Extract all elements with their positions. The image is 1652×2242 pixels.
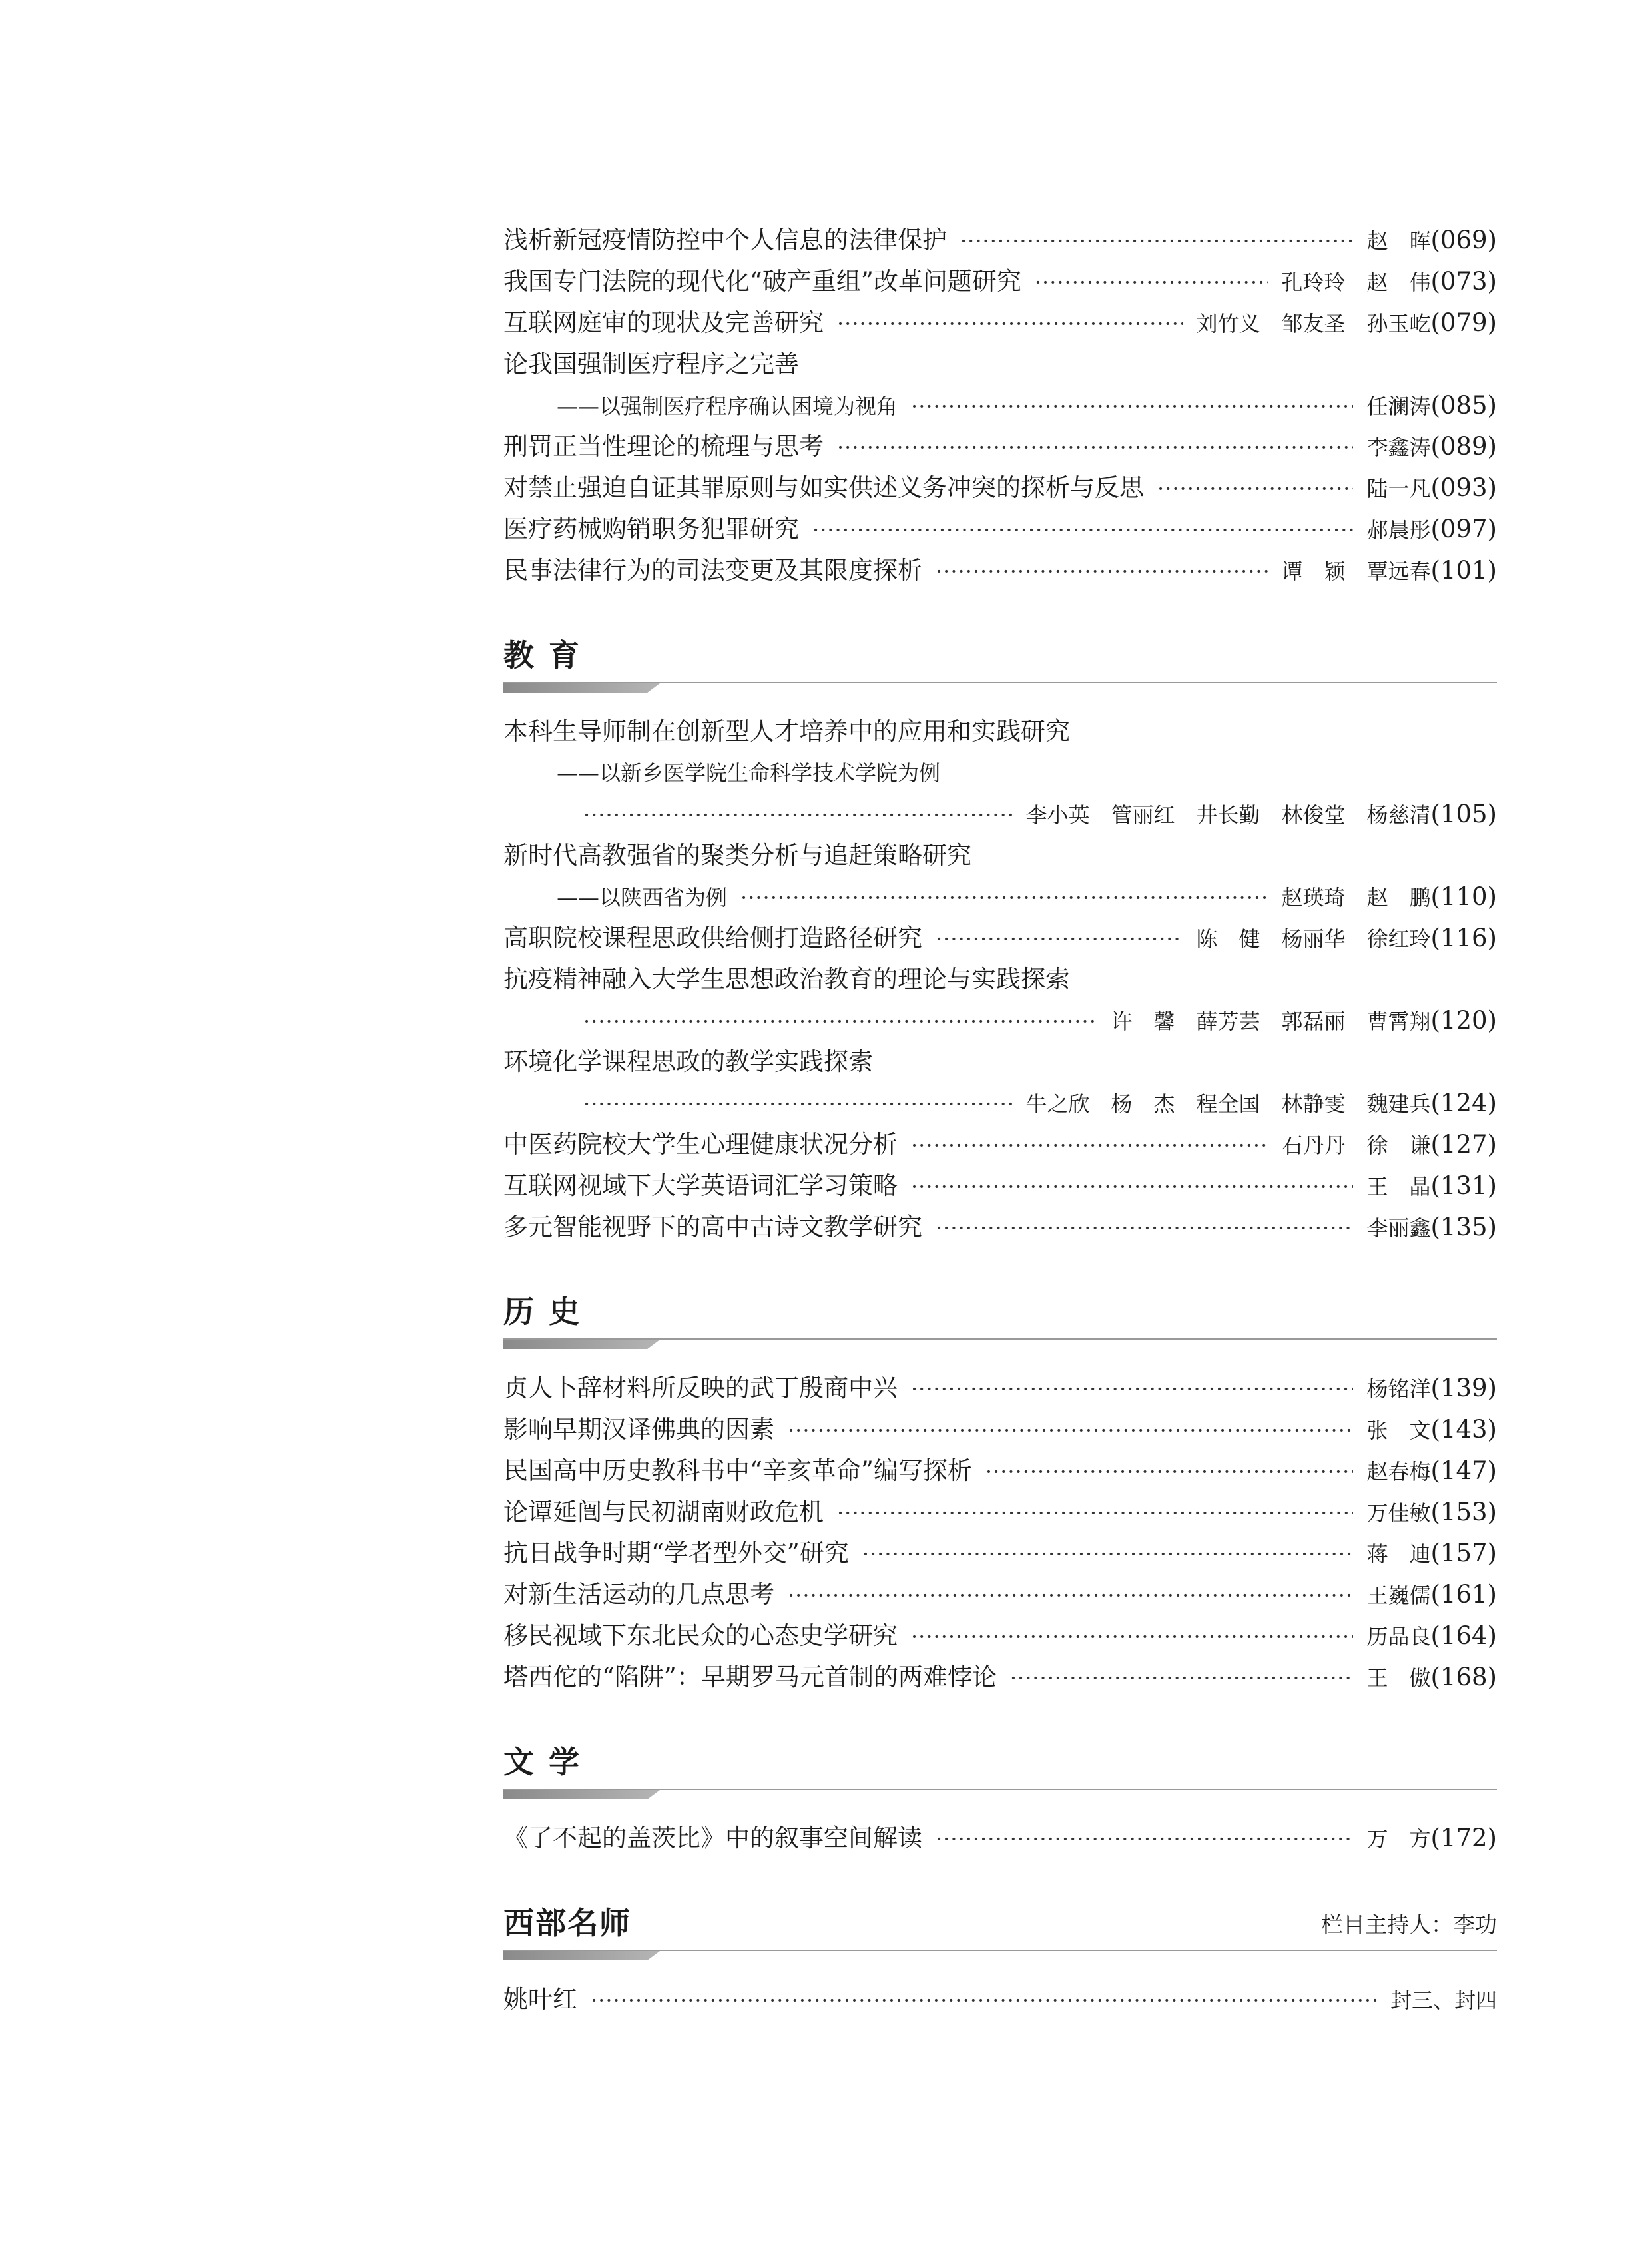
entry-authors: 赵瑛琦 赵 鹏 (1281, 885, 1431, 910)
entry-page: (069) (1430, 226, 1497, 254)
entry-title: 高职院校课程思政供给侧打造路径研究 (503, 924, 922, 952)
entry-authors: 张 文 (1366, 1418, 1431, 1443)
entry-title: 抗疫精神融入大学生思想政治教育的理论与实践探索 (503, 965, 1070, 993)
entry-authors: 谭 颖 覃远春 (1281, 559, 1431, 584)
entry-authors: 王 傲 (1366, 1665, 1431, 1691)
leader-dots (583, 1083, 1012, 1125)
entry-authors: 万佳敏 (1366, 1500, 1431, 1526)
toc-entry (503, 1409, 1497, 1450)
entry-page: (127) (1430, 1130, 1497, 1159)
toc-section (503, 1735, 1497, 1859)
leader-dots (1010, 1657, 1354, 1699)
toc-entry (503, 1368, 1497, 1409)
section-rule (503, 1948, 1497, 1962)
entry-title: 环境化学课程思政的教学实践探索 (503, 1047, 873, 1076)
entry-title: 互联网庭审的现状及完善研究 (503, 308, 824, 337)
entry-title: 影响早期汉译佛典的因素 (503, 1415, 774, 1444)
entry-authors: 王 晶 (1366, 1174, 1431, 1199)
leader-dots (1157, 468, 1353, 509)
entry-authors: 李小英 管丽红 井长勤 林俊堂 杨慈清 (1025, 802, 1431, 828)
entry-title: 民事法律行为的司法变更及其限度探析 (503, 556, 922, 585)
entry-page: (153) (1430, 1498, 1497, 1526)
entry-title: 新时代高教强省的聚类分析与追赶策略研究 (503, 841, 971, 870)
entry-authors: 李丽鑫 (1366, 1215, 1431, 1241)
leader-dots (837, 427, 1353, 468)
rule-accent (503, 683, 660, 693)
leader-dots (936, 1819, 1353, 1860)
toc-entry (503, 426, 1497, 467)
leader-dots (960, 220, 1353, 262)
section-title: 教育 (503, 637, 594, 673)
entry-authors: 郝晨彤 (1366, 517, 1431, 543)
leader-dots (740, 877, 1268, 918)
leader-dots (936, 918, 1183, 960)
toc-entry (503, 220, 1497, 261)
entry-page: (110) (1430, 882, 1497, 911)
toc-entry (503, 1615, 1497, 1657)
entry-authors: 孔玲玲 赵 伟 (1281, 270, 1431, 295)
leader-dots (837, 303, 1183, 344)
entry-title: 抗日战争时期“学者型外交”研究 (503, 1539, 849, 1567)
entry-page: (124) (1430, 1089, 1497, 1117)
entry-title: 对新生活运动的几点思考 (503, 1580, 774, 1609)
toc-entry (503, 1207, 1497, 1248)
section-title: 西部名师 (503, 1905, 631, 1941)
toc-entry (503, 302, 1497, 344)
leader-dots (936, 551, 1268, 592)
section-header (503, 1285, 1497, 1332)
entry-title: 我国专门法院的现代化“破产重组”改革问题研究 (503, 267, 1021, 296)
entry-title: 浅析新冠疫情防控中个人信息的法律保护 (503, 226, 947, 254)
law-section-entries (503, 220, 1497, 591)
entry-title: 论我国强制医疗程序之完善 (503, 350, 799, 378)
section-title: 历史 (503, 1294, 594, 1330)
entry-page: (157) (1430, 1539, 1497, 1567)
toc-entry (503, 1124, 1497, 1165)
entry-page: (172) (1430, 1824, 1497, 1852)
toc-section (503, 1896, 1497, 2020)
entry-page: (135) (1430, 1213, 1497, 1241)
entry-title: 对禁止强迫自证其罪原则与如实供述义务冲突的探析与反思 (503, 473, 1144, 502)
entry-page: (120) (1430, 1006, 1497, 1035)
toc-entry (503, 1041, 1497, 1083)
rule-line (503, 682, 1497, 683)
leader-dots (583, 1001, 1097, 1042)
leader-dots (788, 1410, 1353, 1451)
entry-title: 移民视域下东北民众的心态史学研究 (503, 1621, 898, 1650)
toc-entry (503, 344, 1497, 385)
entry-authors: 万 方 (1366, 1826, 1431, 1852)
entry-title: 互联网视域下大学英语词汇学习策略 (503, 1171, 898, 1200)
leader-dots (911, 1166, 1353, 1207)
entry-subtitle: ——以强制医疗程序确认困境为视角 (557, 394, 898, 419)
entry-title: 本科生导师制在创新型人才培养中的应用和实践研究 (503, 717, 1070, 746)
entry-page: (131) (1430, 1171, 1497, 1200)
entry-page: (097) (1430, 515, 1497, 543)
entry-title: 塔西佗的“陷阱”：早期罗马元首制的两难悖论 (503, 1663, 997, 1691)
entry-authors: 刘竹义 邹友圣 孙玉屹 (1196, 311, 1431, 336)
rule-accent (503, 1790, 660, 1799)
entry-page: (079) (1430, 308, 1497, 337)
entry-page: (085) (1430, 391, 1497, 420)
rule-accent (503, 1951, 660, 1960)
entry-authors: 陆一凡 (1366, 476, 1431, 501)
entry-authors: 封三、封四 (1390, 1988, 1497, 2013)
entry-authors: 李鑫涛 (1366, 435, 1431, 460)
entry-page: (089) (1430, 432, 1497, 461)
rule-line (503, 1338, 1497, 1340)
leader-dots (862, 1534, 1354, 1575)
entry-authors: 杨铭洋 (1366, 1376, 1431, 1402)
toc-entry (503, 1165, 1497, 1207)
entry-subtitle: ——以新乡医学院生命科学技术学院为例 (557, 760, 941, 786)
leader-dots (911, 1368, 1353, 1410)
entry-page: (093) (1430, 473, 1497, 502)
leader-dots (788, 1575, 1353, 1616)
toc-section (503, 1285, 1497, 1698)
entry-title: 医疗药械购销职务犯罪研究 (503, 515, 799, 543)
section-title: 文学 (503, 1744, 594, 1780)
leader-dots (936, 1207, 1353, 1249)
leader-dots (1035, 262, 1268, 303)
entry-title: 贞人卜辞材料所反映的武丁殷商中兴 (503, 1374, 898, 1402)
table-of-contents (503, 220, 1497, 2020)
toc-entry (503, 261, 1497, 302)
entry-authors: 赵 晖 (1366, 228, 1431, 254)
section-rule (503, 1787, 1497, 1801)
section-header (503, 629, 1497, 675)
entry-page: (139) (1430, 1374, 1497, 1402)
rule-line (503, 1950, 1497, 1951)
rule-line (503, 1789, 1497, 1790)
entry-title: 《了不起的盖茨比》中的叙事空间解读 (503, 1824, 922, 1852)
toc-entry (503, 794, 1497, 835)
entry-title: 姚叶红 (503, 1985, 577, 2014)
toc-entry (503, 1979, 1497, 2020)
toc-entry (503, 959, 1497, 1000)
entry-title: 中医药院校大学生心理健康状况分析 (503, 1130, 898, 1159)
toc-entry (503, 550, 1497, 591)
entry-page: (073) (1430, 267, 1497, 296)
toc-entry (503, 1533, 1497, 1574)
toc-entry (503, 1492, 1497, 1533)
entry-authors: 历品良 (1366, 1624, 1431, 1649)
toc-entry (503, 385, 1497, 426)
toc-entry (503, 1083, 1497, 1124)
entry-page: (143) (1430, 1415, 1497, 1444)
rule-accent (503, 1340, 660, 1349)
leader-dots (837, 1492, 1353, 1534)
entry-page: (161) (1430, 1580, 1497, 1609)
toc-entry (503, 711, 1497, 752)
toc-entry (503, 1574, 1497, 1615)
leader-dots (812, 509, 1353, 551)
entry-authors: 任澜涛 (1366, 394, 1431, 419)
entry-title: 论谭延闿与民初湖南财政危机 (503, 1498, 824, 1526)
toc-entry (503, 467, 1497, 509)
toc-entry (503, 918, 1497, 959)
toc-entry (503, 1450, 1497, 1492)
leader-dots (911, 386, 1353, 427)
entry-page: (101) (1430, 556, 1497, 585)
toc-entry (503, 1818, 1497, 1859)
leader-dots (591, 1980, 1377, 2021)
entry-page: (105) (1430, 800, 1497, 828)
leader-dots (911, 1125, 1268, 1166)
section-header (503, 1735, 1497, 1782)
entry-authors: 王巍儒 (1366, 1583, 1431, 1608)
entry-page: (168) (1430, 1663, 1497, 1691)
entry-authors: 赵春梅 (1366, 1459, 1431, 1484)
toc-entry (503, 752, 1497, 794)
leader-dots (911, 1616, 1353, 1657)
toc-entry (503, 1000, 1497, 1041)
entry-title: 民国高中历史教科书中“辛亥革命”编写探析 (503, 1456, 972, 1485)
toc-entry (503, 509, 1497, 550)
section-header (503, 1896, 1497, 1943)
entry-authors: 牛之欣 杨 杰 程全国 林静雯 魏建兵 (1025, 1091, 1431, 1117)
entry-authors: 陈 健 杨丽华 徐红玲 (1196, 926, 1431, 952)
section-rule (503, 1337, 1497, 1350)
entry-title: 多元智能视野下的高中古诗文教学研究 (503, 1213, 922, 1241)
toc-entry (503, 835, 1497, 876)
toc-section (503, 629, 1497, 1248)
entry-authors: 蒋 迪 (1366, 1541, 1431, 1567)
entry-authors: 许 馨 薛芳芸 郭磊丽 曹霄翔 (1111, 1009, 1431, 1034)
entry-subtitle: ——以陕西省为例 (557, 885, 728, 910)
entry-page: (116) (1430, 924, 1497, 952)
toc-entry (503, 876, 1497, 918)
leader-dots (985, 1451, 1354, 1492)
toc-entry (503, 1657, 1497, 1698)
leader-dots (583, 794, 1012, 836)
entry-authors: 石丹丹 徐 谦 (1281, 1133, 1431, 1158)
section-rule (503, 681, 1497, 694)
entry-page: (147) (1430, 1456, 1497, 1485)
section-host: 栏目主持人：李功 (1321, 1912, 1497, 1938)
entry-title: 刑罚正当性理论的梳理与思考 (503, 432, 824, 461)
entry-page: (164) (1430, 1621, 1497, 1650)
